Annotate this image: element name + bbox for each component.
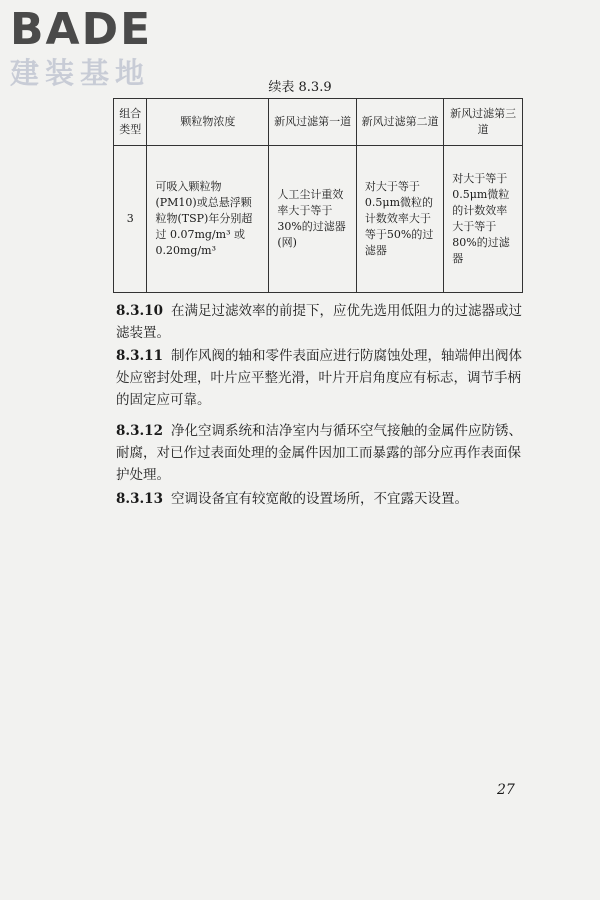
header-stage-1: 新风过滤第一道 [269,99,357,146]
header-combination-type: 组合类型 [114,99,147,146]
table-caption: 续表 8.3.9 [268,80,332,95]
clause-text: 制作风阀的轴和零件表面应进行防腐蚀处理，轴端伸出阀体处应密封处理，叶片应平整光滑，叶片开启角度应有标志，调节手柄的固定应可靠。 [116,348,522,408]
logo-wordmark: BADE [10,4,153,55]
header-particle-concentration: 颗粒物浓度 [147,99,269,146]
clause-number: 8.3.11 [116,348,163,364]
clause-text: 空调设备宜有较宽敞的设置场所，不宜露天设置。 [170,491,468,507]
table-row [114,146,523,293]
clause-number: 8.3.12 [116,423,163,439]
clause-8-3-12 [116,420,522,486]
header-stage-3: 新风过滤第三道 [444,99,523,146]
clause-text: 净化空调系统和洁净室内与循环空气接触的金属件应防锈、耐腐，对已作过表面处理的金属件因加工而暴露的部分应再作表面保护处理。 [116,423,522,483]
page-number: 27 [497,782,515,798]
clause-number: 8.3.13 [116,491,163,507]
cell-stage-3: 对大于等于0.5μm微粒的计数效率大于等于80%的过滤器 [444,146,523,293]
clause-text: 在满足过滤效率的前提下，应优先选用低阻力的过滤器或过滤装置。 [116,303,522,341]
cell-concentration: 可吸入颗粒物(PM10)或总悬浮颗粒物(TSP)年分别超过 0.07mg/m³ 或 0.20mg/m³ [147,146,269,293]
table-header-row [114,99,523,146]
filter-table [113,98,523,293]
header-stage-2: 新风过滤第二道 [356,99,443,146]
logo-chinese-text: 建装基地 [10,56,151,90]
cell-type: 3 [114,146,147,293]
clause-8-3-11 [116,345,522,411]
cell-stage-1: 人工尘计重效率大于等于30%的过滤器(网) [269,146,357,293]
clause-8-3-13 [116,488,522,510]
cell-stage-2: 对大于等于0.5μm微粒的计数效率大于等于50%的过滤器 [356,146,443,293]
clause-8-3-10 [116,300,522,344]
clause-number: 8.3.10 [116,303,163,319]
